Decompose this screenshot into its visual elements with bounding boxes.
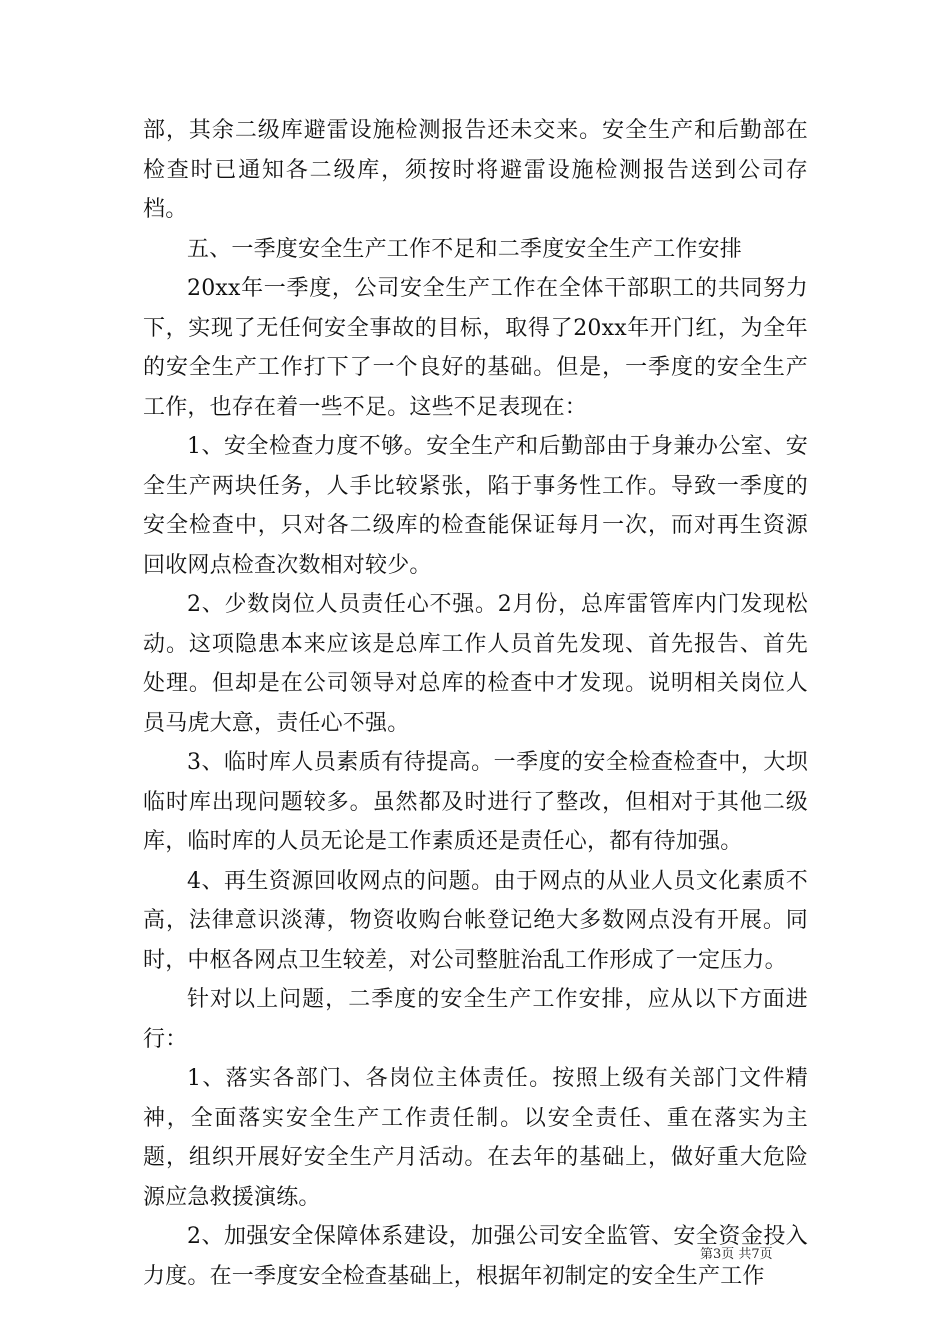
paragraph-1: 部，其余二级库避雷设施检测报告还未交来。安全生产和后勤部在检查时已通知各二级库，须按时将避雷设施检测报告送到公司存档。 — [143, 118, 808, 222]
paragraph-8: 针对以上问题，二季度的安全生产工作安排，应从以下方面进行： — [143, 987, 808, 1052]
section-heading: 五、一季度安全生产工作不足和二季度安全生产工作安排 — [187, 236, 743, 262]
document-body — [143, 111, 808, 1296]
page-number: 第3页 共7页 — [700, 1247, 773, 1262]
list-item-4: 4、再生资源回收网点的问题。由于网点的从业人员文化素质不高，法律意识淡薄，物资收购台帐登记绝大多数网点没有开展。同时，中枢各网点卫生较差，对公司整脏治乱工作形成了一定压力。 — [143, 868, 808, 973]
paragraph-3: 20xx年一季度，公司安全生产工作在全体干部职工的共同努力下，实现了无任何安全事故的目标，取得了20xx年开门红，为全年的安全生产工作打下了一个良好的基础。但是，一季度的安全生产工作，也存在着一些不足。这些不足表现在： — [143, 276, 808, 420]
plan-item-2: 2、加强安全保障体系建设，加强公司安全监管、安全资金投入力度。在一季度安全检查基础上，根据年初制定的安全生产工作 — [143, 1224, 808, 1289]
list-item-1: 1、安全检查力度不够。安全生产和后勤部由于身兼办公室、安全生产两块任务，人手比较紧张，陷于事务性工作。导致一季度的安全检查中，只对各二级库的检查能保证每月一次，而对再生资源回收网点检查次数相对较少。 — [143, 434, 808, 578]
list-item-2: 2、少数岗位人员责任心不强。2月份，总库雷管库内门发现松动。这项隐患本来应该是总库工作人员首先发现、首先报告、首先处理。但却是在公司领导对总库的检查中才发现。说明相关岗位人员马虎大意，责任心不强。 — [143, 592, 808, 736]
list-item-3: 3、临时库人员素质有待提高。一季度的安全检查检查中，大坝临时库出现问题较多。虽然都及时进行了整改，但相对于其他二级库，临时库的人员无论是工作素质还是责任心，都有待加强。 — [143, 750, 808, 854]
plan-item-1: 1、落实各部门、各岗位主体责任。按照上级有关部门文件精神，全面落实安全生产工作责任制。以安全责任、重在落实为主题，组织开展好安全生产月活动。在去年的基础上，做好重大危险源应急救援演练。 — [143, 1066, 808, 1210]
